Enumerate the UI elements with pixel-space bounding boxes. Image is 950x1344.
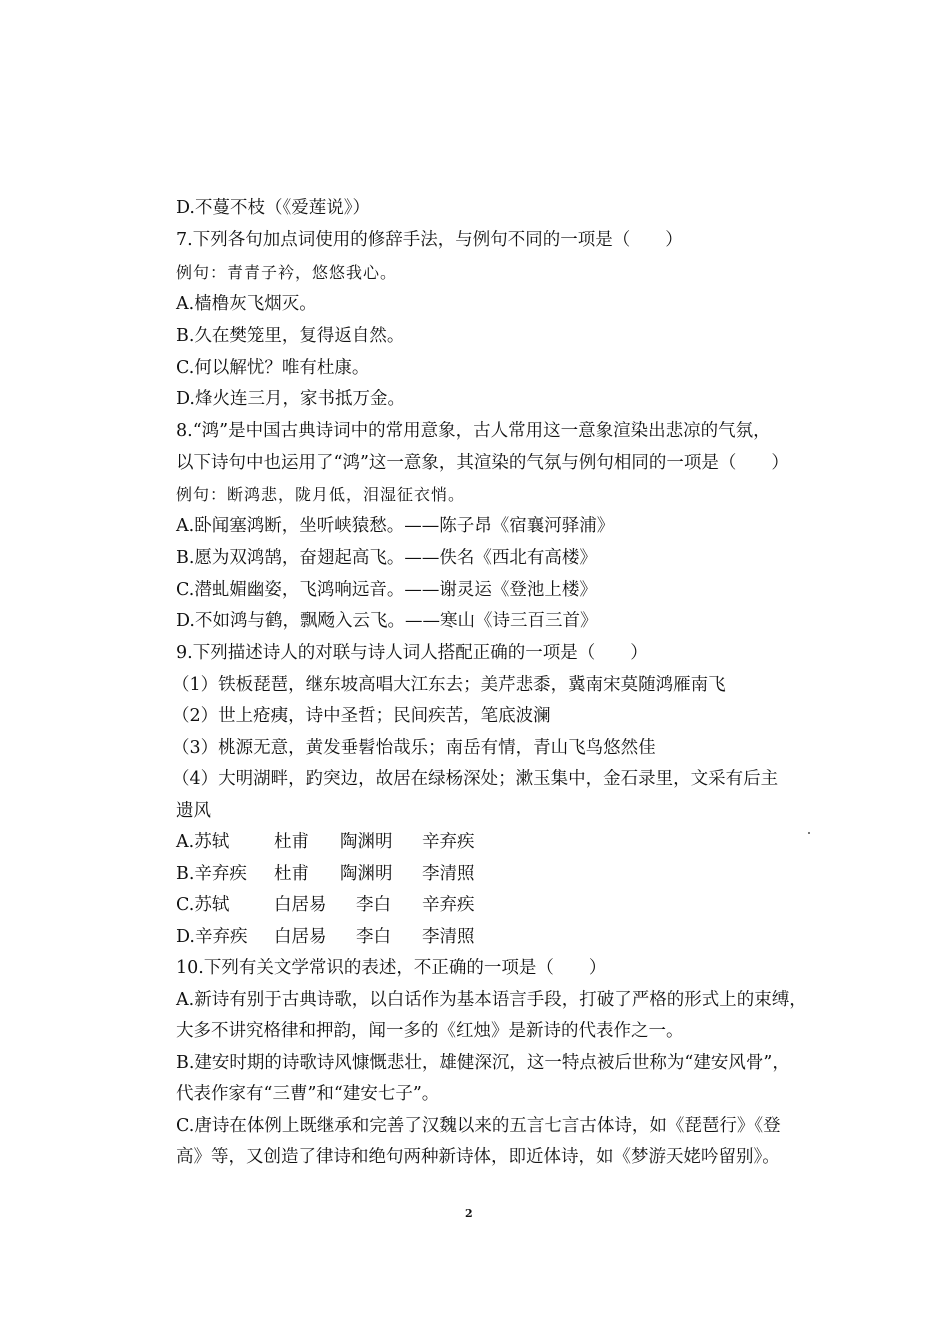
q7-option-a: A.樯橹灰飞烟灭。 <box>176 294 317 314</box>
q10-option-b-line-1: B.建安时期的诗歌诗风慷慨悲壮，雄健深沉，这一特点被后世称为“建安风骨”， <box>176 1053 790 1073</box>
q9-option-b-poet-1: B.辛弃疾 <box>176 864 247 884</box>
q9-couplet-1: （1）铁板琵琶，继东坡高唱大江东去；美芹悲黍，冀南宋莫随鸿雁南飞 <box>172 675 726 695</box>
q6-option-d: D.不蔓不枝（《爱莲说》） <box>176 198 370 218</box>
q8-option-b: B.愿为双鸿鹄，奋翅起高飞。——佚名《西北有高楼》 <box>176 548 597 568</box>
q9-option-c-poet-3: 李白 <box>356 895 391 915</box>
q9-option-b-poet-4: 李清照 <box>422 864 475 884</box>
q10-option-b-line-2: 代表作家有“三曹”和“建安七子”。 <box>176 1084 440 1104</box>
q9-option-c-poet-2: 白居易 <box>274 895 327 915</box>
q10-stem: 10.下列有关文学常识的表述，不正确的一项是（ ） <box>176 958 607 978</box>
q9-couplet-4-line-2: 遗风 <box>176 801 211 821</box>
q9-option-d-poet-1: D.辛弃疾 <box>176 927 248 947</box>
q7-stem: 7.下列各句加点词使用的修辞手法，与例句不同的一项是（ ） <box>176 230 683 250</box>
q9-option-a-poet-1: A.苏轼 <box>176 832 230 852</box>
q8-stem-line-2: 以下诗句中也运用了“鸿”这一意象，其渲染的气氛与例句相同的一项是（ ） <box>176 453 789 473</box>
q9-option-a-poet-3: 陶渊明 <box>340 832 393 852</box>
q7-example: 例句：青青子衿，悠悠我心。 <box>176 263 398 282</box>
q8-example: 例句：断鸿悲，陇月低，泪湿征衣悄。 <box>176 485 466 504</box>
q9-option-a-poet-4: 辛弃疾 <box>422 832 475 852</box>
page-number: 2 <box>465 1207 473 1220</box>
q10-option-c-line-2: 高》等，又创造了律诗和绝句两种新诗体，即近体诗，如《梦游天姥吟留别》。 <box>176 1147 780 1167</box>
q8-option-d: D.不如鸿与鹤，飘飏入云飞。——寒山《诗三百三首》 <box>176 611 598 631</box>
q8-stem-line-1: 8.“鸿”是中国古典诗词中的常用意象，古人常用这一意象渲染出悲凉的气氛， <box>176 421 771 441</box>
q9-option-c-poet-1: C.苏轼 <box>176 895 230 915</box>
q8-option-a: A.卧闻塞鸿断，坐听峡猿愁。——陈子昂《宿襄河驿浦》 <box>176 516 615 536</box>
q7-option-c: C.何以解忧？唯有杜康。 <box>176 358 370 378</box>
q9-couplet-3: （3）桃源无意，黄发垂髫怡哉乐；南岳有情，青山飞鸟悠然佳 <box>172 738 656 758</box>
q9-option-c-poet-4: 辛弃疾 <box>422 895 475 915</box>
q9-option-a-poet-2: 杜甫 <box>274 832 309 852</box>
q7-option-b: B.久在樊笼里，复得返自然。 <box>176 326 405 346</box>
q9-option-d-poet-2: 白居易 <box>274 927 327 947</box>
q8-option-c: C.潜虬媚幽姿，飞鸿响远音。——谢灵运《登池上楼》 <box>176 580 597 600</box>
q9-option-b-poet-2: 杜甫 <box>274 864 309 884</box>
q10-option-c-line-1: C.唐诗在体例上既继承和完善了汉魏以来的五言七言古体诗，如《琵琶行》《登 <box>176 1116 781 1136</box>
scan-speck <box>808 832 810 834</box>
q10-option-a-line-1: A.新诗有别于古典诗歌，以白话作为基本语言手段，打破了严格的形式上的束缚， <box>176 990 807 1010</box>
q9-option-b-poet-3: 陶渊明 <box>340 864 393 884</box>
q9-option-d-poet-3: 李白 <box>356 927 391 947</box>
q9-couplet-2: （2）世上疮痍，诗中圣哲；民间疾苦，笔底波澜 <box>172 706 551 726</box>
q9-stem: 9.下列描述诗人的对联与诗人词人搭配正确的一项是（ ） <box>176 643 648 663</box>
q9-couplet-4-line-1: （4）大明湖畔，趵突边，故居在绿杨深处；漱玉集中，金石录里，文采有后主 <box>172 769 779 789</box>
q10-option-a-line-2: 大多不讲究格律和押韵，闻一多的《红烛》是新诗的代表作之一。 <box>176 1021 684 1041</box>
q9-option-d-poet-4: 李清照 <box>422 927 475 947</box>
q7-option-d: D.烽火连三月，家书抵万金。 <box>176 389 405 409</box>
